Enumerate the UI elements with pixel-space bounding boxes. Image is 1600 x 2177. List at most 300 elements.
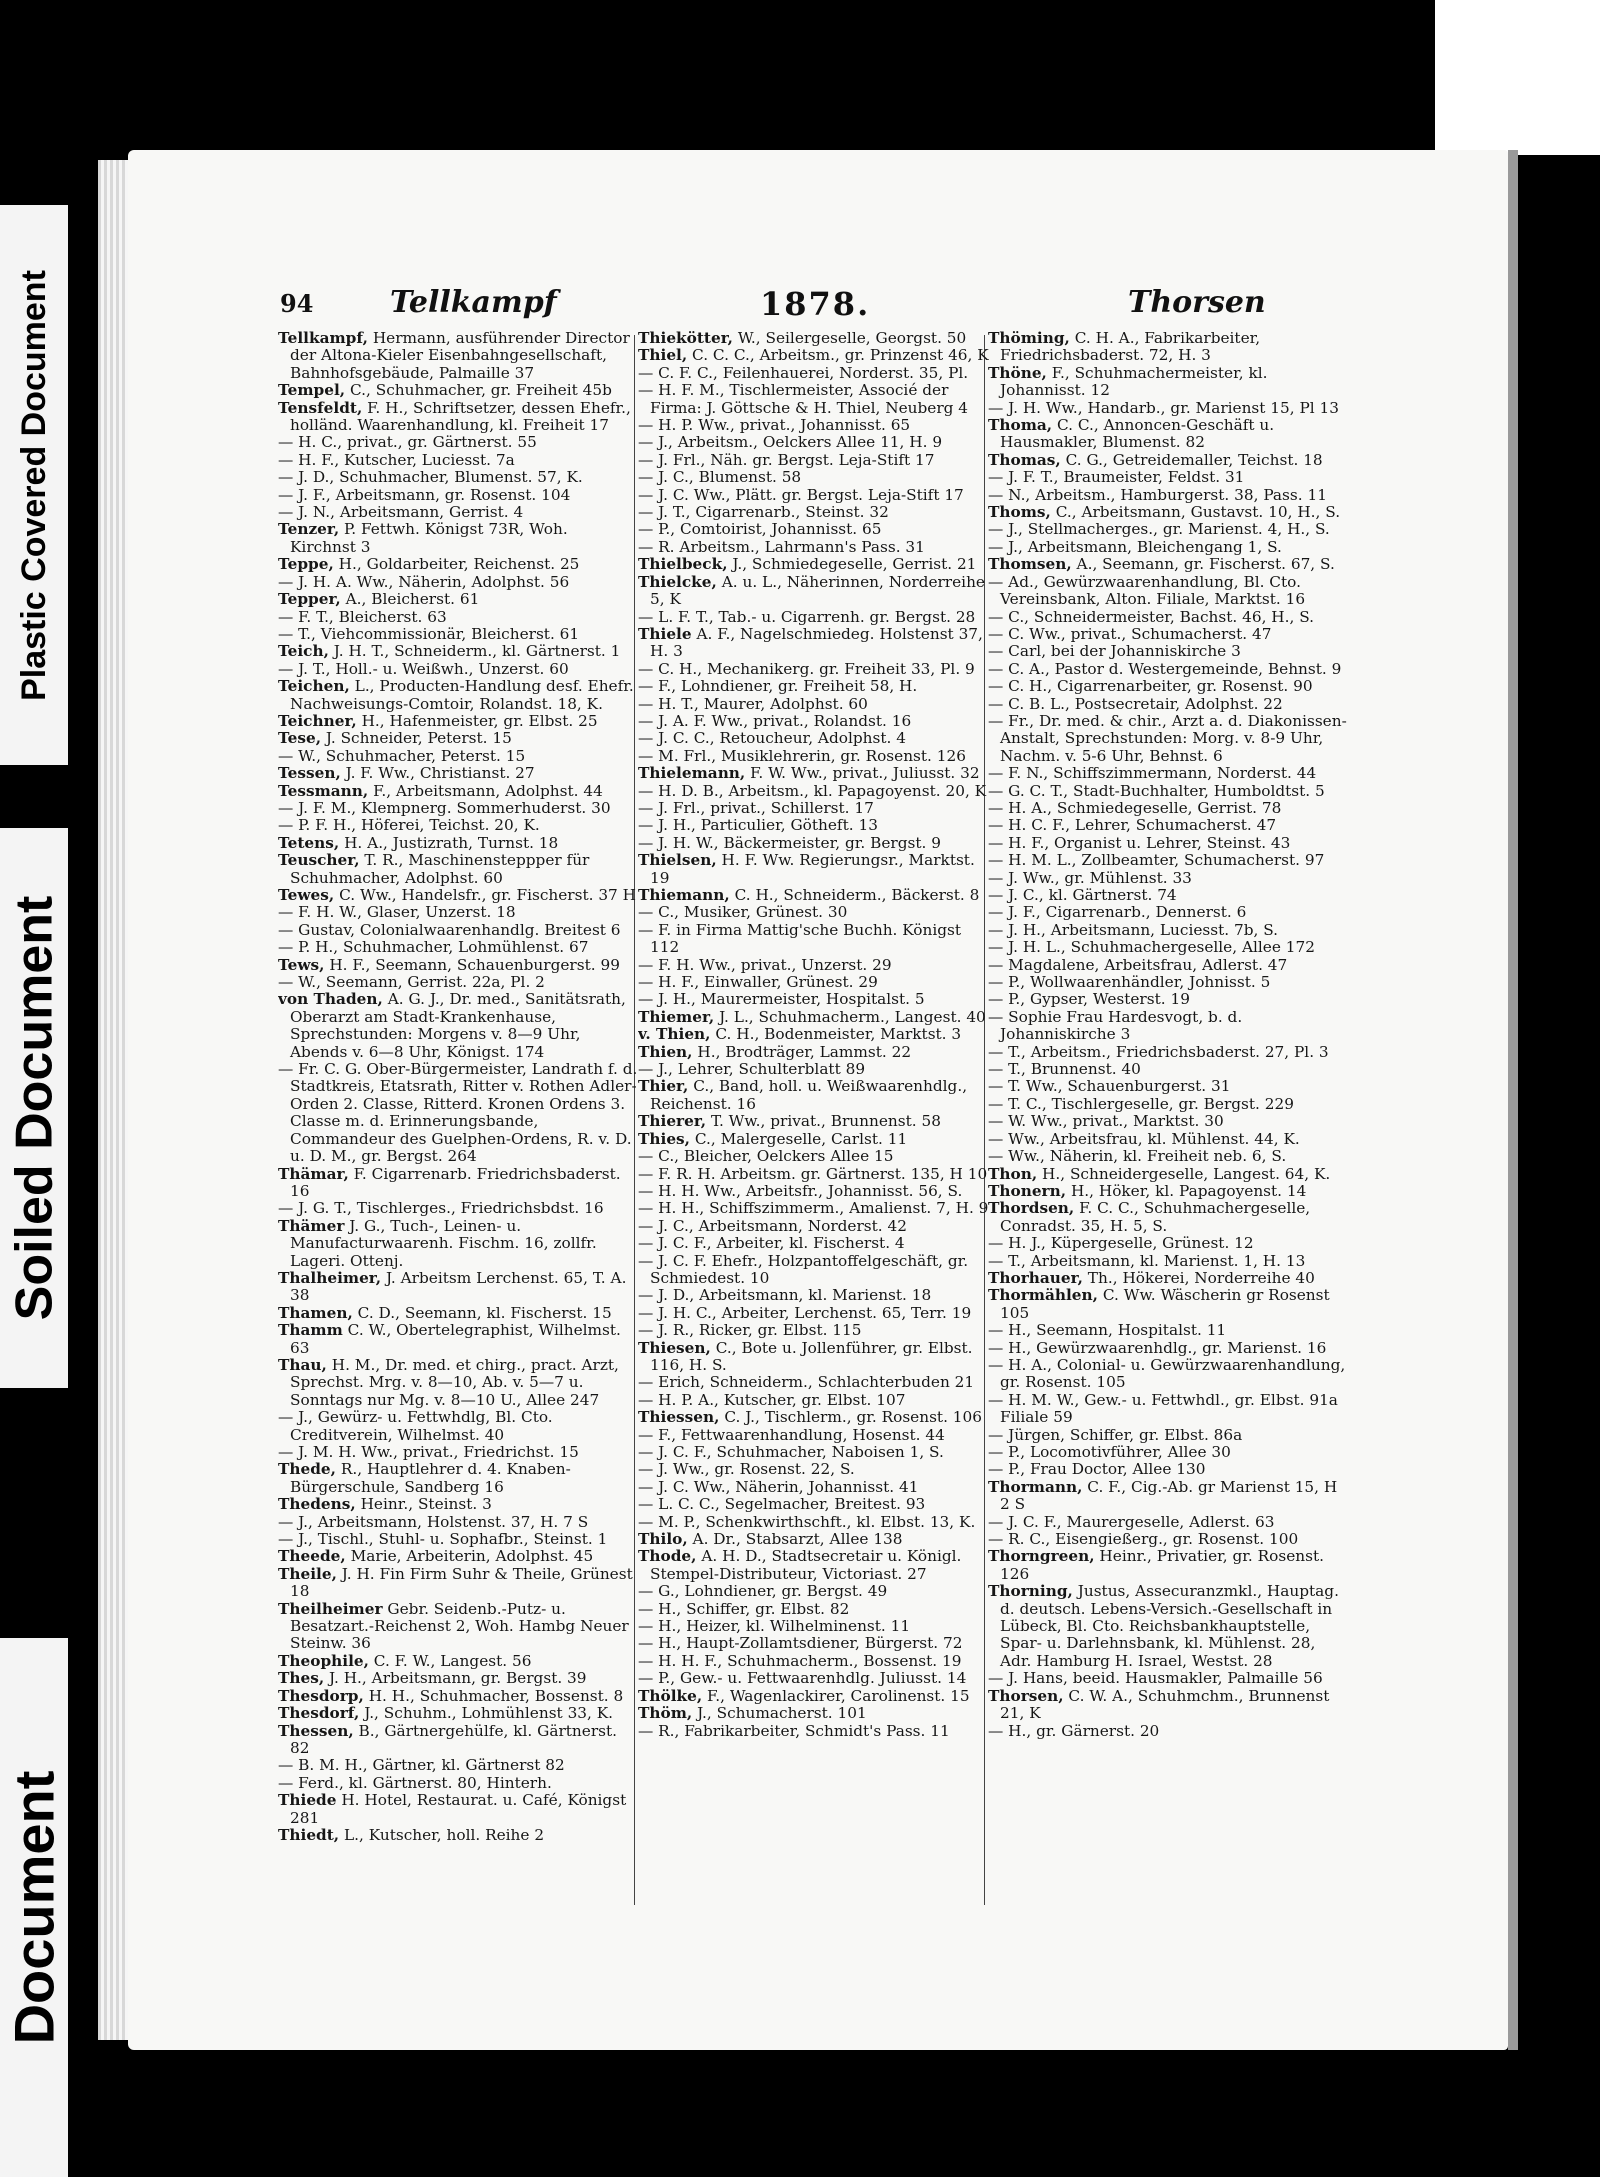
entry-details: — H. H., Schiffszimmerm., Amalienst. 7, H. 9	[638, 1199, 989, 1218]
directory-column-middle	[638, 330, 990, 1920]
entry-details: — H. C. F., Lehrer, Schumacherst. 47	[988, 816, 1277, 835]
directory-entry	[638, 504, 990, 521]
directory-entry	[638, 696, 990, 713]
directory-entry	[638, 626, 990, 661]
entry-surname: Tellkampf,	[278, 330, 368, 347]
entry-details: — C., Schneidermeister, Bachst. 46, H., S.	[988, 607, 1315, 626]
directory-entry	[278, 556, 638, 573]
directory-entry	[638, 1653, 990, 1670]
directory-entry	[988, 1235, 1348, 1252]
directory-entry	[988, 1061, 1348, 1078]
entry-details: — Erich, Schneiderm., Schlachterbuden 21	[638, 1373, 975, 1392]
entry-details: A. u. L., Näherinnen, Norderreihe 5, K	[650, 572, 985, 609]
directory-entry	[638, 765, 990, 782]
directory-entry	[638, 434, 990, 451]
directory-entry	[638, 904, 990, 921]
directory-entry	[278, 1270, 638, 1305]
entry-surname: Thiede	[278, 1791, 337, 1810]
entry-details: — J. C., Arbeitsmann, Norderst. 42	[638, 1216, 907, 1235]
directory-entry	[638, 1322, 990, 1339]
page-shadow	[1508, 150, 1518, 2050]
directory-entry	[638, 1078, 990, 1113]
entry-details: A. Dr., Stabsarzt, Allee 138	[687, 1530, 903, 1549]
directory-entry	[638, 1148, 990, 1165]
directory-entry	[988, 1723, 1348, 1740]
directory-entry	[988, 1392, 1348, 1427]
directory-entry	[638, 1061, 990, 1078]
directory-entry	[638, 991, 990, 1008]
entry-details: F., Arbeitsmann, Adolphst. 44	[368, 781, 603, 800]
directory-entry	[988, 1514, 1348, 1531]
entry-surname: Thessen,	[278, 1721, 354, 1740]
entry-details: — C. F. C., Feilenhauerei, Norderst. 35, Pl.	[638, 363, 969, 382]
entry-details: — J. F., Arbeitsmann, gr. Rosenst. 104	[278, 485, 571, 504]
entry-surname: Thies,	[638, 1129, 690, 1148]
entry-details: — H. A., Schmiedegeselle, Gerrist. 78	[988, 798, 1282, 817]
entry-details: — P., Comtoirist, Johannisst. 65	[638, 520, 882, 539]
directory-entry	[278, 1531, 638, 1548]
directory-entry	[278, 939, 638, 956]
entry-surname: Thiedt,	[278, 1825, 340, 1844]
entry-details: — J. C. F. Ehefr., Holzpantoffelgeschäft, gr. Schmiedest. 10	[638, 1251, 969, 1287]
directory-entry	[988, 1131, 1348, 1148]
directory-entry	[638, 957, 990, 974]
entry-details: J. G., Tuch-, Leinen- u. Manufacturwaarenh. Fischm. 16, zollfr. Lageri. Ottenj.	[290, 1216, 597, 1270]
entry-surname: Thormann,	[988, 1477, 1083, 1496]
entry-details: F. C. C., Schuhmachergeselle, Conradst. 35, H. 5, S.	[1000, 1199, 1311, 1235]
entry-details: A., Bleicherst. 61	[340, 590, 480, 609]
directory-entry	[988, 1444, 1348, 1461]
entry-surname: Thordsen,	[988, 1199, 1075, 1218]
directory-entry	[988, 1078, 1348, 1095]
directory-entry	[638, 1583, 990, 1600]
directory-entry	[638, 730, 990, 747]
header-year: 1878.	[760, 285, 871, 323]
entry-details: — Ww., Arbeitsfrau, kl. Mühlenst. 44, K.	[988, 1129, 1300, 1148]
directory-entry	[988, 1200, 1348, 1235]
entry-details: T. R., Maschinensteppper für Schuhmacher, Adolphst. 60	[290, 851, 590, 887]
directory-entry	[988, 643, 1348, 660]
directory-entry	[638, 1409, 990, 1426]
entry-details: — H. F., Einwaller, Grünest. 29	[638, 973, 878, 992]
entry-details: C. C. C., Arbeitsm., gr. Prinzenst 46, K	[687, 346, 989, 365]
entry-details: — J., Lehrer, Schulterblatt 89	[638, 1060, 866, 1079]
entry-details: — J. D., Schuhmacher, Blumenst. 57, K.	[278, 468, 583, 487]
entry-details: C., Malergeselle, Carlst. 11	[690, 1129, 908, 1148]
directory-entry	[988, 1287, 1348, 1322]
directory-entry	[278, 521, 638, 556]
directory-entry	[278, 1670, 638, 1687]
entry-surname: Thesdorp,	[278, 1686, 364, 1705]
entry-surname: Tews,	[278, 955, 325, 974]
directory-entry	[638, 1479, 990, 1496]
entry-details: — H. C., privat., gr. Gärtnerst. 55	[278, 433, 537, 452]
entry-details: A. G. J., Dr. med., Sanitätsrath, Oberarzt am Stadt-Krankenhause, Sprechstunden: Morgens v. 8—9 Uhr, Abends v. 6—8 Uhr, Königst. 174	[290, 990, 626, 1061]
directory-entry	[988, 1322, 1348, 1339]
entry-details: — J., Arbeitsmann, Holstenst. 37, H. 7 S	[278, 1512, 589, 1531]
directory-entry	[638, 1392, 990, 1409]
entry-details: A. H. D., Stadtsecretair u. Königl. Stempel-Distributeur, Victoriast. 27	[650, 1547, 962, 1583]
entry-details: — H. P. A., Kutscher, gr. Elbst. 107	[638, 1390, 906, 1409]
directory-entry	[988, 504, 1348, 521]
directory-entry	[638, 1374, 990, 1391]
entry-details: — H., Haupt-Zollamtsdiener, Bürgerst. 72	[638, 1634, 963, 1653]
entry-details: — J. C. F., Maurergeselle, Adlerst. 63	[988, 1512, 1275, 1531]
entry-details: J. Arbeitsm Lerchenst. 65, T. A. 38	[290, 1268, 627, 1305]
directory-entry	[638, 1305, 990, 1322]
entry-surname: Tepper,	[278, 590, 341, 609]
entry-details: — W., Seemann, Gerrist. 22a, Pl. 2	[278, 973, 545, 992]
entry-details: — J. Ww., gr. Rosenst. 22, S.	[638, 1460, 855, 1479]
entry-details: Heinr., Steinst. 3	[355, 1495, 492, 1514]
entry-details: — R., Fabrikarbeiter, Schmidt's Pass. 11	[638, 1721, 950, 1740]
entry-details: — J. C., Blumenst. 58	[638, 468, 802, 487]
directory-entry	[988, 696, 1348, 713]
entry-details: — G. C. T., Stadt-Buchhalter, Humboldtst. 5	[988, 781, 1325, 800]
entry-details: — J., Arbeitsmann, Bleichengang 1, S.	[988, 537, 1282, 556]
directory-entry	[988, 1096, 1348, 1113]
directory-entry	[638, 539, 990, 556]
directory-entry	[988, 800, 1348, 817]
entry-surname: Thau,	[278, 1355, 327, 1374]
page-header	[270, 285, 1370, 329]
entry-details: — C. H., Cigarrenarbeiter, gr. Rosenst. 90	[988, 677, 1313, 696]
entry-details: — J. Frl., privat., Schillerst. 17	[638, 798, 874, 817]
entry-surname: Thamm	[278, 1321, 343, 1340]
directory-entry	[638, 678, 990, 695]
directory-entry	[638, 1166, 990, 1183]
directory-entry	[988, 417, 1348, 452]
directory-entry	[988, 1479, 1348, 1514]
corner-background	[1435, 0, 1600, 155]
entry-surname: Thomsen,	[988, 555, 1072, 574]
entry-details: — W., Schuhmacher, Peterst. 15	[278, 746, 526, 765]
entry-surname: Tese,	[278, 729, 322, 748]
entry-surname: Thämer	[278, 1216, 345, 1235]
entry-surname: Thede,	[278, 1460, 336, 1479]
entry-details: H., Brodträger, Lammst. 22	[692, 1042, 912, 1061]
directory-entry	[988, 661, 1348, 678]
directory-entry	[278, 1061, 638, 1165]
entry-details: — J. H., Particulier, Götheft. 13	[638, 816, 878, 835]
entry-surname: Thiekötter,	[638, 330, 733, 347]
entry-details: — Fr. C. G. Ober-Bürgermeister, Landrath f. d. Stadtkreis, Etatsrath, Ritter v. Rothen Adler-Orden 2. Classe, Ritterd. Kronen Ordens 3. Classe m. d. Erinnerungsbande, Commandeur des Guelphen-Ordens, R. v. D. u. D. M., gr. Bergst. 264	[278, 1060, 638, 1166]
directory-entry	[988, 487, 1348, 504]
directory-entry	[638, 1009, 990, 1026]
directory-entry	[278, 643, 638, 660]
directory-entry	[278, 765, 638, 782]
entry-surname: Thode,	[638, 1547, 697, 1566]
entry-details: — M. P., Schenkwirthschft., kl. Elbst. 13, K.	[638, 1512, 976, 1531]
directory-entry	[638, 1183, 990, 1200]
entry-details: — J. A. F. Ww., privat., Rolandst. 16	[638, 711, 912, 730]
directory-entry	[988, 556, 1348, 573]
entry-details: J. F. Ww., Christianst. 27	[340, 764, 535, 783]
directory-entry	[638, 887, 990, 904]
directory-entry	[988, 1148, 1348, 1165]
directory-entry	[278, 1200, 638, 1217]
directory-entry	[988, 887, 1348, 904]
entry-details: — F. H. Ww., privat., Unzerst. 29	[638, 955, 892, 974]
directory-entry	[638, 852, 990, 887]
entry-details: — J. G. T., Tischlerges., Friedrichsbdst. 16	[278, 1199, 604, 1218]
header-last-entry: Thorsen	[1128, 285, 1266, 320]
entry-details: H., Schneidergeselle, Langest. 64, K.	[1037, 1164, 1331, 1183]
entry-details: — F. in Firma Mattig'sche Buchh. Königst 112	[638, 920, 962, 957]
entry-surname: Thorsen,	[988, 1686, 1064, 1705]
entry-details: R., Hauptlehrer d. 4. Knaben-Bürgerschule, Sandberg 16	[290, 1460, 571, 1496]
directory-entry	[278, 783, 638, 800]
entry-details: — J. F., Cigarrenarb., Dennerst. 6	[988, 903, 1247, 922]
entry-surname: Thielcke,	[638, 572, 717, 591]
entry-details: — Gustav, Colonialwaarenhandlg. Breitest 6	[278, 920, 621, 939]
entry-details: C. H. A., Fabrikarbeiter, Friedrichsbaderst. 72, H. 3	[1000, 330, 1261, 365]
directory-entry	[638, 1635, 990, 1652]
entry-details: — P. F. H., Höferei, Teichst. 20, K.	[278, 816, 540, 835]
entry-details: — J. F. T., Braumeister, Feldst. 31	[988, 468, 1245, 487]
directory-entry	[988, 1461, 1348, 1478]
entry-details: — H. H. F., Schuhmacherm., Bossenst. 19	[638, 1651, 962, 1670]
directory-entry	[988, 904, 1348, 921]
directory-entry	[278, 609, 638, 626]
entry-details: — F. T., Bleicherst. 63	[278, 607, 447, 626]
entry-details: Heinr., Privatier, gr. Rosenst. 126	[1000, 1547, 1324, 1583]
directory-entry	[278, 1548, 638, 1565]
entry-details: — H., Schiffer, gr. Elbst. 82	[638, 1599, 850, 1618]
entry-details: F. H., Schriftsetzer, dessen Ehefr., holländ. Waarenhandlung, kl. Freiheit 17	[290, 398, 631, 435]
entry-details: — J. H. W., Bäckermeister, gr. Bergst. 9	[638, 833, 941, 852]
directory-entry	[278, 1496, 638, 1513]
directory-entry	[988, 835, 1348, 852]
directory-entry	[638, 713, 990, 730]
entry-details: H. A., Justizrath, Turnst. 18	[339, 833, 559, 852]
entry-details: — J. M. H. Ww., privat., Friedrichst. 15	[278, 1443, 579, 1461]
entry-surname: Tessmann,	[278, 781, 369, 800]
directory-entry	[638, 661, 990, 678]
directory-entry	[278, 1723, 638, 1758]
directory-entry	[278, 1601, 638, 1653]
entry-surname: Thoms,	[988, 503, 1051, 522]
directory-entry	[988, 1357, 1348, 1392]
directory-entry	[278, 1566, 638, 1601]
entry-details: C. H., Schneiderm., Bäckerst. 8	[729, 886, 980, 904]
entry-details: — J., Gewürz- u. Fettwhdlg, Bl. Cto. Creditverein, Wilhelmst. 40	[278, 1408, 553, 1444]
directory-entry	[278, 713, 638, 730]
directory-entry	[988, 991, 1348, 1008]
entry-details: C., Bote u. Jollenführer, gr. Elbst. 116, H. S.	[650, 1338, 973, 1374]
entry-surname: Thomas,	[988, 450, 1061, 469]
directory-entry	[988, 1340, 1348, 1357]
entry-details: C. F., Cig.-Ab. gr Marienst 15, H 2 S	[1000, 1477, 1338, 1514]
entry-details: — P., Locomotivführer, Allee 30	[988, 1443, 1231, 1461]
entry-details: — C. Ww., privat., Schumacherst. 47	[988, 624, 1272, 643]
directory-entry	[988, 365, 1348, 400]
directory-entry	[638, 1531, 990, 1548]
entry-details: — J. C. Ww., Plätt. gr. Bergst. Leja-Stift 17	[638, 485, 964, 504]
entry-details: — J. H. L., Schuhmachergeselle, Allee 172	[988, 938, 1315, 957]
entry-details: — F., Lohndiener, gr. Freiheit 58, H.	[638, 677, 918, 696]
entry-surname: Theilheimer	[278, 1599, 383, 1618]
entry-details: Marie, Arbeiterin, Adolphst. 45	[345, 1547, 594, 1566]
entry-details: C. Ww. Wäscherin gr Rosenst 105	[1000, 1286, 1330, 1322]
entry-surname: Teppe,	[278, 555, 334, 574]
directory-entry	[638, 1548, 990, 1583]
entry-details: — Fr., Dr. med. & chir., Arzt a. d. Diakonissen-Anstalt, Sprechstunden: Morg. v. 8-9 Uhr, Nachm. v. 5-6 Uhr, Behnst. 6	[988, 711, 1347, 765]
directory-entry	[278, 922, 638, 939]
entry-surname: Theile,	[278, 1564, 337, 1583]
entry-details: C. D., Seemann, kl. Fischerst. 15	[352, 1303, 612, 1322]
directory-entry	[638, 1340, 990, 1375]
directory-entry	[988, 1253, 1348, 1270]
directory-entry	[988, 1688, 1348, 1723]
directory-entry	[638, 330, 990, 347]
directory-entry	[278, 957, 638, 974]
entry-surname: Tetens,	[278, 833, 340, 852]
entry-details: — W. Ww., privat., Marktst. 30	[988, 1112, 1224, 1131]
directory-entry	[638, 1287, 990, 1304]
entry-details: H. H., Schuhmacher, Bossenst. 8	[363, 1686, 624, 1705]
entry-details: — T., Arbeitsmann, kl. Marienst. 1, H. 13	[988, 1251, 1306, 1270]
directory-entry	[278, 817, 638, 834]
directory-entry	[988, 469, 1348, 486]
entry-details: Hermann, ausführender Director der Altona-Kieler Eisenbahngesellschaft, Bahnhofsgebäude, Palmaille 37	[290, 330, 630, 382]
tab-plastic-covered-document	[0, 205, 68, 765]
entry-details: — T. Ww., Schauenburgerst. 31	[988, 1077, 1231, 1096]
directory-entry	[638, 1496, 990, 1513]
entry-details: — J. D., Arbeitsmann, kl. Marienst. 18	[638, 1286, 932, 1305]
entry-details: C. W., Obertelegraphist, Wilhelmst. 63	[290, 1321, 621, 1357]
entry-details: W., Seilergeselle, Georgst. 50	[733, 330, 967, 347]
entry-surname: Teuscher,	[278, 851, 360, 870]
entry-details: — J. H., Maurermeister, Hospitalst. 5	[638, 990, 925, 1009]
entry-surname: Thöming,	[988, 330, 1070, 347]
entry-details: — J. Frl., Näh. gr. Bergst. Leja-Stift 17	[638, 450, 935, 469]
directory-entry	[638, 1705, 990, 1722]
entry-details: C. C., Annoncen-Geschäft u. Hausmakler, Blumenst. 82	[1000, 416, 1275, 452]
directory-entry	[988, 521, 1348, 538]
entry-details: B., Gärtnergehülfe, kl. Gärtnerst. 82	[290, 1721, 617, 1757]
directory-entry	[278, 382, 638, 399]
directory-entry	[278, 504, 638, 521]
entry-details: — J. R., Ricker, gr. Elbst. 115	[638, 1321, 862, 1340]
entry-surname: Tenzer,	[278, 520, 340, 539]
directory-entry	[278, 730, 638, 747]
entry-details: — R. C., Eisengießerg., gr. Rosenst. 100	[988, 1530, 1299, 1549]
directory-entry	[638, 382, 990, 417]
directory-entry	[278, 1688, 638, 1705]
directory-column-right	[988, 330, 1348, 1920]
entry-details: — H., Gewürzwaarenhdlg., gr. Marienst. 16	[988, 1338, 1327, 1357]
entry-details: — H. M. L., Zollbeamter, Schumacherst. 97	[988, 851, 1325, 870]
entry-surname: Tempel,	[278, 381, 346, 400]
entry-surname: Thielbeck,	[638, 555, 728, 574]
directory-entry	[988, 678, 1348, 695]
entry-details: — H., Seemann, Hospitalst. 11	[988, 1321, 1227, 1340]
entry-details: — J. H. Ww., Handarb., gr. Marienst 15, Pl 13	[988, 398, 1339, 417]
entry-details: — J. H. C., Arbeiter, Lerchenst. 65, Terr. 19	[638, 1303, 972, 1322]
entry-details: C., Band, holl. u. Weißwaarenhdlg., Reichenst. 16	[650, 1077, 968, 1113]
directory-entry	[988, 939, 1348, 956]
directory-entry	[988, 574, 1348, 609]
directory-entry	[988, 1166, 1348, 1183]
directory-entry	[278, 800, 638, 817]
directory-entry	[638, 922, 990, 957]
entry-details: — C., Bleicher, Oelckers Allee 15	[638, 1147, 894, 1166]
directory-entry	[638, 1253, 990, 1288]
entry-details: — J., Tischl., Stuhl- u. Sophafbr., Steinst. 1	[278, 1530, 608, 1549]
directory-entry	[638, 1200, 990, 1217]
entry-details: — H., gr. Gärnerst. 20	[988, 1721, 1160, 1740]
directory-entry	[638, 1670, 990, 1687]
entry-surname: Thiessen,	[638, 1408, 720, 1427]
entry-surname: von Thaden,	[278, 990, 383, 1009]
entry-surname: Tessen,	[278, 764, 341, 783]
entry-details: — J. T., Cigarrenarb., Steinst. 32	[638, 503, 889, 522]
directory-entry	[638, 835, 990, 852]
entry-surname: Theede,	[278, 1547, 346, 1566]
directory-entry	[278, 1461, 638, 1496]
entry-surname: Teichner,	[278, 711, 357, 730]
directory-entry	[278, 1409, 638, 1444]
directory-entry	[988, 1427, 1348, 1444]
entry-details: C. W. A., Schuhmchm., Brunnenst 21, K	[1000, 1686, 1330, 1723]
entry-details: F. Cigarrenarb. Friedrichsbaderst. 16	[290, 1164, 621, 1200]
entry-surname: Thoma,	[988, 416, 1053, 435]
entry-surname: Thedens,	[278, 1495, 356, 1514]
directory-entry	[988, 1009, 1348, 1044]
directory-entry	[278, 661, 638, 678]
entry-details: — H. J., Küpergeselle, Grünest. 12	[988, 1234, 1254, 1253]
directory-entry	[278, 1827, 638, 1844]
directory-entry	[638, 974, 990, 991]
entry-details: — G., Lohndiener, gr. Bergst. 49	[638, 1582, 888, 1601]
directory-entry	[988, 539, 1348, 556]
directory-entry	[278, 835, 638, 852]
entry-surname: Thorngreen,	[988, 1547, 1095, 1566]
directory-entry	[278, 1218, 638, 1270]
entry-surname: Tensfeldt,	[278, 398, 363, 417]
entry-details: — J. F. M., Klempnerg. Sommerhuderst. 30	[278, 798, 611, 817]
directory-entry	[988, 922, 1348, 939]
directory-entry	[988, 1044, 1348, 1061]
entry-surname: Thonern,	[988, 1181, 1067, 1200]
entry-details: — M. Frl., Musiklehrerin, gr. Rosenst. 126	[638, 746, 966, 765]
entry-details: — P. H., Schuhmacher, Lohmühlenst. 67	[278, 938, 589, 957]
entry-details: H., Hafenmeister, gr. Elbst. 25	[356, 711, 598, 730]
directory-entry	[278, 591, 638, 608]
entry-details: — H. M. W., Gew.- u. Fettwhdl., gr. Elbst. 91a Filiale 59	[988, 1390, 1338, 1427]
entry-details: — C., Musiker, Grünest. 30	[638, 903, 848, 922]
tab-label: Soiled Document	[5, 895, 63, 1321]
entry-details: C. G., Getreidemaller, Teichst. 18	[1060, 450, 1323, 469]
entry-details: Justus, Assecuranzmkl., Hauptag. d. deutsch. Lebens-Versich.-Gesellschaft in Lübeck, Bl. Cto. Reichsbankhauptstelle, Spar- u. Darlehnsbank, kl. Mühlenst. 28, Adr. Hamburg H. Israel, Westst. 28	[1000, 1582, 1339, 1670]
entry-surname: Thes,	[278, 1669, 325, 1688]
entry-details: — H. F., Kutscher, Luciesst. 7a	[278, 450, 515, 469]
directory-entry	[278, 400, 638, 435]
entry-details: — Jürgen, Schiffer, gr. Elbst. 86a	[988, 1425, 1243, 1444]
entry-surname: Thon,	[988, 1164, 1038, 1183]
directory-entry	[278, 452, 638, 469]
directory-entry	[278, 974, 638, 991]
entry-surname: Thöm,	[638, 1704, 693, 1723]
directory-entry	[278, 904, 638, 921]
entry-details: — H. T., Maurer, Adolphst. 60	[638, 694, 868, 713]
directory-entry	[278, 487, 638, 504]
directory-entry	[638, 783, 990, 800]
entry-details: — Ad., Gewürzwaarenhandlung, Bl. Cto. Vereinsbank, Alton. Filiale, Marktst. 16	[988, 572, 1306, 609]
directory-entry	[638, 1131, 990, 1148]
entry-details: — J. C. F., Schuhmacher, Naboisen 1, S.	[638, 1443, 944, 1461]
